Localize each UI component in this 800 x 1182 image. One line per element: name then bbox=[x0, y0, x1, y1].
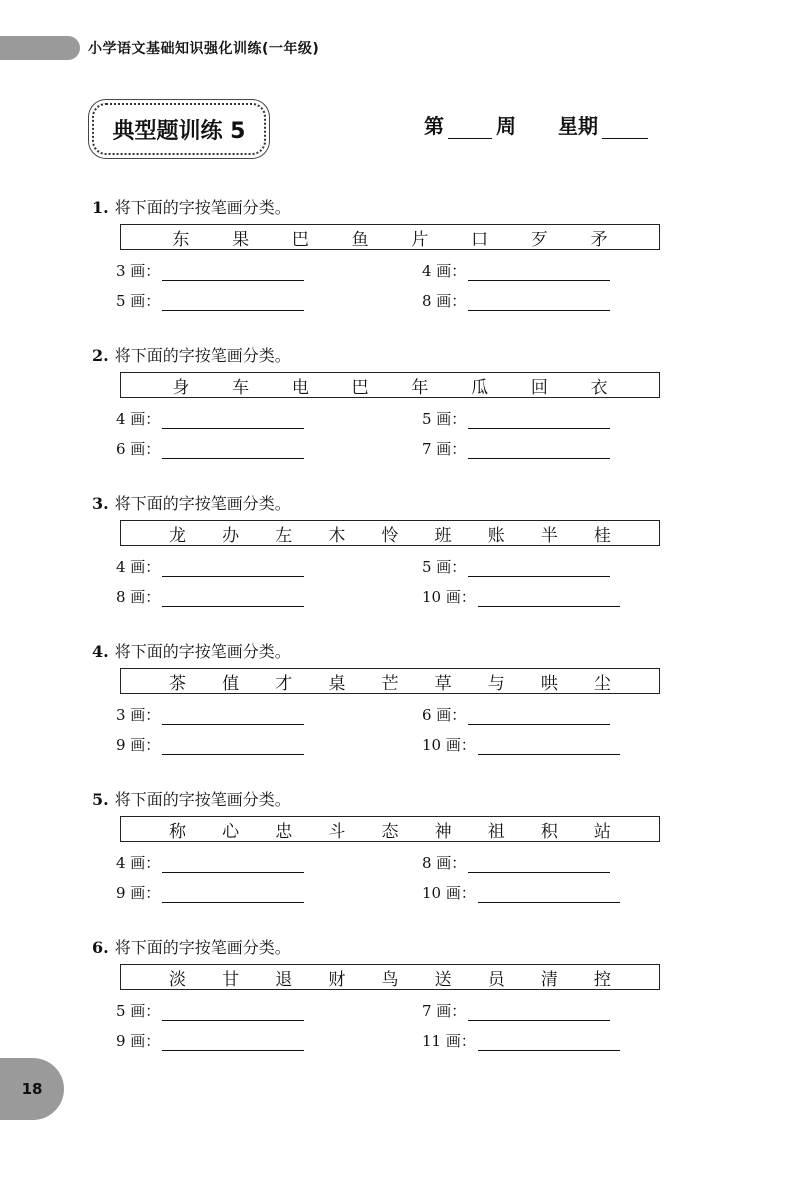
character: 鱼 bbox=[351, 229, 369, 250]
character: 芒 bbox=[381, 673, 399, 694]
exercise-title: 典型题训练 5 bbox=[112, 118, 246, 144]
character: 称 bbox=[169, 821, 187, 842]
stroke-count-answer bbox=[422, 408, 610, 429]
stroke-count-answer bbox=[116, 408, 304, 429]
answer-blank[interactable] bbox=[162, 588, 304, 607]
stroke-count-answer bbox=[116, 586, 304, 607]
question-number: 4. bbox=[92, 642, 109, 661]
book-title: 小学语文基础知识强化训练(一年级) bbox=[88, 41, 320, 57]
question-2 bbox=[92, 344, 672, 458]
stroke-count-label: 6 画： bbox=[116, 440, 161, 458]
character: 尘 bbox=[593, 673, 611, 694]
stroke-count-label: 9 画： bbox=[116, 1032, 161, 1050]
stroke-count-label: 5 画： bbox=[422, 558, 467, 576]
stroke-count-answer bbox=[422, 586, 620, 607]
stroke-count-answer bbox=[116, 556, 304, 577]
question-prompt: 将下面的字按笔画分类。 bbox=[114, 938, 291, 957]
answer-blank[interactable] bbox=[478, 736, 620, 755]
answer-blank[interactable] bbox=[468, 706, 610, 725]
character: 车 bbox=[232, 377, 250, 398]
character: 木 bbox=[328, 525, 346, 546]
answer-blank[interactable] bbox=[468, 292, 610, 311]
character: 片 bbox=[411, 229, 429, 250]
stroke-count-answer bbox=[422, 734, 620, 755]
page-number-tab bbox=[0, 1058, 64, 1120]
question-number: 5. bbox=[92, 790, 109, 809]
question-title bbox=[92, 492, 672, 516]
character: 果 bbox=[232, 229, 250, 250]
stroke-count-label: 10 画： bbox=[422, 736, 476, 754]
character: 神 bbox=[434, 821, 452, 842]
character: 清 bbox=[540, 969, 558, 990]
stroke-count-answer bbox=[116, 260, 304, 281]
character: 员 bbox=[487, 969, 505, 990]
question-prompt: 将下面的字按笔画分类。 bbox=[114, 346, 291, 365]
weekday-blank[interactable] bbox=[602, 114, 648, 139]
character: 与 bbox=[487, 673, 505, 694]
stroke-count-label: 6 画： bbox=[422, 706, 467, 724]
stroke-count-answer bbox=[116, 1000, 304, 1021]
character: 甘 bbox=[222, 969, 240, 990]
stroke-count-answer bbox=[116, 734, 304, 755]
stroke-count-answer bbox=[116, 882, 304, 903]
character: 东 bbox=[172, 229, 190, 250]
character-box bbox=[120, 964, 660, 990]
character: 茶 bbox=[169, 673, 187, 694]
week-label-zhou: 周 bbox=[496, 114, 516, 138]
character: 龙 bbox=[169, 525, 187, 546]
weekday-label: 星期 bbox=[558, 114, 598, 138]
answer-blank[interactable] bbox=[468, 854, 610, 873]
answer-blank[interactable] bbox=[162, 558, 304, 577]
character: 歹 bbox=[530, 229, 548, 250]
question-title bbox=[92, 640, 672, 664]
stroke-count-answer bbox=[422, 438, 610, 459]
character: 忠 bbox=[275, 821, 293, 842]
header-tab bbox=[0, 36, 80, 60]
stroke-count-label: 5 画： bbox=[116, 1002, 161, 1020]
question-number: 3. bbox=[92, 494, 109, 513]
character: 鸟 bbox=[381, 969, 399, 990]
character: 站 bbox=[593, 821, 611, 842]
question-1 bbox=[92, 196, 672, 310]
answer-blank[interactable] bbox=[162, 410, 304, 429]
answer-blank[interactable] bbox=[468, 440, 610, 459]
answer-blank[interactable] bbox=[162, 440, 304, 459]
character: 半 bbox=[540, 525, 558, 546]
stroke-count-label: 8 画： bbox=[116, 588, 161, 606]
stroke-count-answer bbox=[116, 438, 304, 459]
stroke-count-answer bbox=[422, 260, 610, 281]
stroke-count-label: 7 画： bbox=[422, 1002, 467, 1020]
answer-blank[interactable] bbox=[478, 1032, 620, 1051]
answer-blank[interactable] bbox=[162, 262, 304, 281]
answer-blank[interactable] bbox=[468, 262, 610, 281]
stroke-count-label: 4 画： bbox=[116, 558, 161, 576]
character: 口 bbox=[471, 229, 489, 250]
stroke-count-label: 10 画： bbox=[422, 588, 476, 606]
character-box bbox=[120, 372, 660, 398]
exercise-title-badge bbox=[92, 103, 266, 155]
answer-blank[interactable] bbox=[162, 1032, 304, 1051]
answer-blank[interactable] bbox=[162, 884, 304, 903]
answer-blank[interactable] bbox=[162, 706, 304, 725]
character: 衣 bbox=[590, 377, 608, 398]
question-prompt: 将下面的字按笔画分类。 bbox=[114, 790, 291, 809]
stroke-count-answer bbox=[422, 556, 610, 577]
stroke-count-answer bbox=[422, 1030, 620, 1051]
stroke-count-answer bbox=[422, 852, 610, 873]
stroke-count-answer bbox=[422, 704, 610, 725]
stroke-count-label: 11 画： bbox=[422, 1032, 476, 1050]
character: 心 bbox=[222, 821, 240, 842]
question-title bbox=[92, 936, 672, 960]
answer-blank[interactable] bbox=[162, 854, 304, 873]
character: 班 bbox=[434, 525, 452, 546]
question-prompt: 将下面的字按笔画分类。 bbox=[114, 198, 291, 217]
question-prompt: 将下面的字按笔画分类。 bbox=[114, 642, 291, 661]
stroke-count-label: 4 画： bbox=[422, 262, 467, 280]
character: 淡 bbox=[169, 969, 187, 990]
character-box bbox=[120, 224, 660, 250]
week-label-di: 第 bbox=[424, 114, 444, 138]
question-3 bbox=[92, 492, 672, 606]
stroke-count-label: 4 画： bbox=[116, 410, 161, 428]
question-title bbox=[92, 788, 672, 812]
character: 巴 bbox=[351, 377, 369, 398]
character: 矛 bbox=[590, 229, 608, 250]
stroke-count-answer bbox=[116, 1030, 304, 1051]
character: 态 bbox=[381, 821, 399, 842]
stroke-count-label: 8 画： bbox=[422, 292, 467, 310]
character: 账 bbox=[487, 525, 505, 546]
character: 草 bbox=[434, 673, 452, 694]
question-prompt: 将下面的字按笔画分类。 bbox=[114, 494, 291, 513]
answer-blank[interactable] bbox=[468, 410, 610, 429]
answer-blank[interactable] bbox=[478, 884, 620, 903]
stroke-count-answer bbox=[422, 882, 620, 903]
character: 祖 bbox=[487, 821, 505, 842]
question-number: 2. bbox=[92, 346, 109, 365]
character: 桌 bbox=[328, 673, 346, 694]
stroke-count-label: 9 画： bbox=[116, 884, 161, 902]
question-number: 1. bbox=[92, 198, 109, 217]
stroke-count-answer bbox=[422, 1000, 610, 1021]
answer-blank[interactable] bbox=[478, 588, 620, 607]
stroke-count-label: 3 画： bbox=[116, 262, 161, 280]
character: 斗 bbox=[328, 821, 346, 842]
character: 才 bbox=[275, 673, 293, 694]
character-box bbox=[120, 668, 660, 694]
stroke-count-label: 9 画： bbox=[116, 736, 161, 754]
character: 身 bbox=[172, 377, 190, 398]
question-number: 6. bbox=[92, 938, 109, 957]
question-title bbox=[92, 344, 672, 368]
character: 哄 bbox=[540, 673, 558, 694]
character-box bbox=[120, 816, 660, 842]
answer-blank[interactable] bbox=[468, 558, 610, 577]
stroke-count-label: 3 画： bbox=[116, 706, 161, 724]
character: 积 bbox=[540, 821, 558, 842]
character: 瓜 bbox=[471, 377, 489, 398]
character: 财 bbox=[328, 969, 346, 990]
week-date-field bbox=[424, 110, 648, 139]
character: 怜 bbox=[381, 525, 399, 546]
character: 送 bbox=[434, 969, 452, 990]
character: 退 bbox=[275, 969, 293, 990]
character: 控 bbox=[593, 969, 611, 990]
character: 年 bbox=[411, 377, 429, 398]
stroke-count-answer bbox=[116, 704, 304, 725]
character: 回 bbox=[530, 377, 548, 398]
character-box bbox=[120, 520, 660, 546]
stroke-count-label: 10 画： bbox=[422, 884, 476, 902]
question-title bbox=[92, 196, 672, 220]
character: 电 bbox=[291, 377, 309, 398]
answer-blank[interactable] bbox=[162, 736, 304, 755]
character: 值 bbox=[222, 673, 240, 694]
stroke-count-label: 4 画： bbox=[116, 854, 161, 872]
stroke-count-label: 8 画： bbox=[422, 854, 467, 872]
stroke-count-label: 5 画： bbox=[116, 292, 161, 310]
answer-blank[interactable] bbox=[468, 1002, 610, 1021]
stroke-count-answer bbox=[116, 852, 304, 873]
stroke-count-label: 7 画： bbox=[422, 440, 467, 458]
week-number-blank[interactable] bbox=[448, 114, 492, 139]
stroke-count-answer bbox=[422, 290, 610, 311]
character: 办 bbox=[222, 525, 240, 546]
stroke-count-answer bbox=[116, 290, 304, 311]
question-5 bbox=[92, 788, 672, 902]
answer-blank[interactable] bbox=[162, 1002, 304, 1021]
question-4 bbox=[92, 640, 672, 754]
character: 左 bbox=[275, 525, 293, 546]
character: 巴 bbox=[291, 229, 309, 250]
answer-blank[interactable] bbox=[162, 292, 304, 311]
question-6 bbox=[92, 936, 672, 1050]
stroke-count-label: 5 画： bbox=[422, 410, 467, 428]
page-number: 18 bbox=[21, 1080, 43, 1098]
character: 桂 bbox=[593, 525, 611, 546]
